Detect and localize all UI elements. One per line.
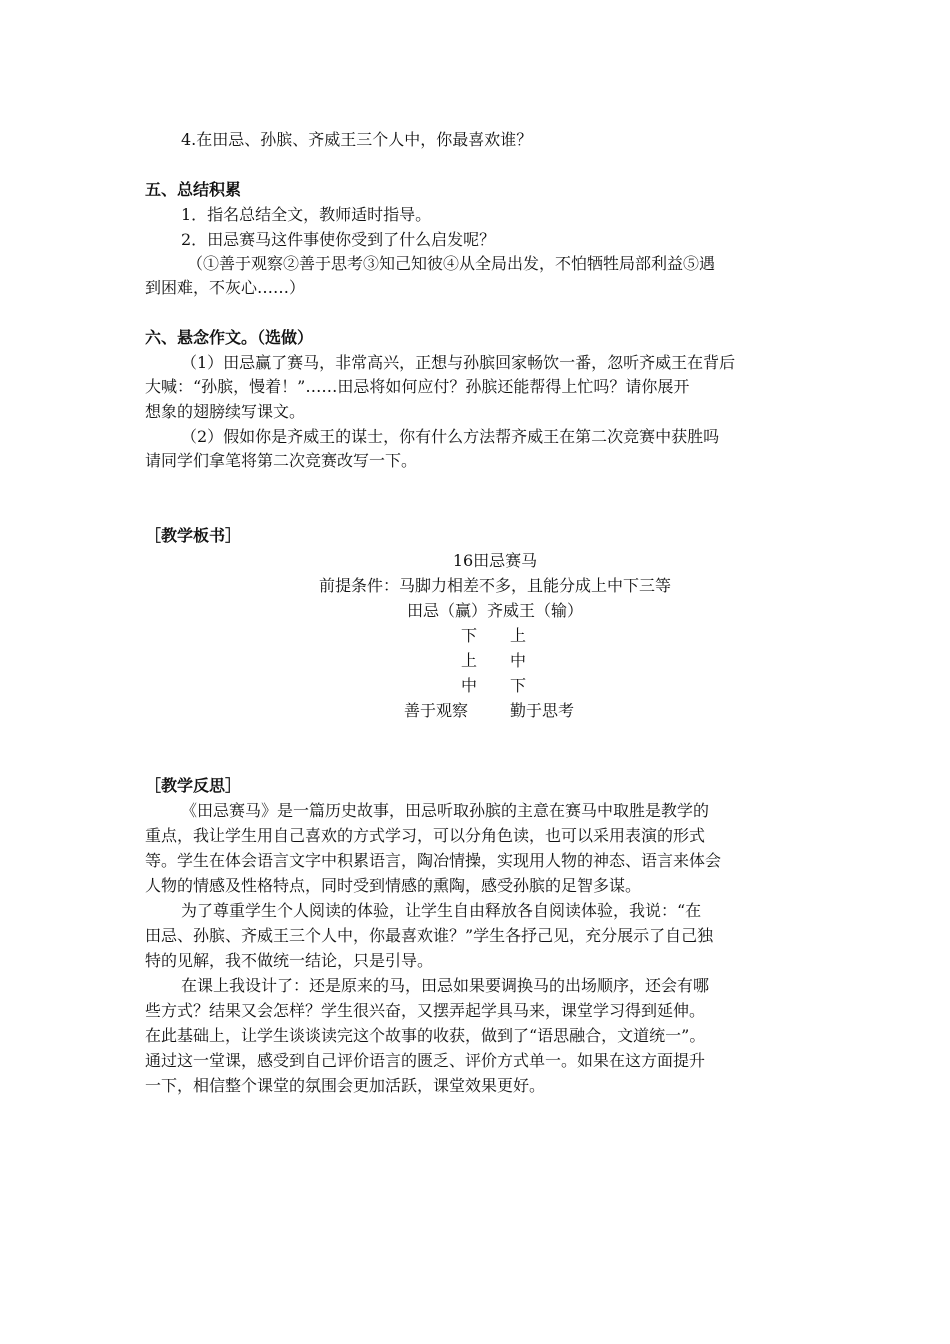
- summary-answers-line-2: 到困难，不灰心……）: [145, 278, 306, 297]
- board-title: 16田忌赛马: [452, 551, 538, 570]
- reflection-p3-line: 通过这一堂课，感受到自己评价语言的匮乏、评价方式单一。如果在这方面提升: [145, 1051, 706, 1070]
- writing-prompt-2-line-1: （2）假如你是齐威王的谋士，你有什么方法帮齐威王在第二次竞赛中获胜吗: [181, 427, 720, 446]
- writing-prompt-1-line-2: 大喊：“孙膑，慢着！”……田忌将如何应付？孙膑还能帮得上忙吗？请你展开: [145, 377, 690, 396]
- board-row-left: 上: [461, 651, 478, 670]
- board-row-left: 下: [461, 626, 478, 645]
- reflection-p1-line: 《田忌赛马》是一篇历史故事，田忌听取孙膑的主意在赛马中取胜是教学的: [181, 801, 710, 820]
- writing-prompt-2-line-2: 请同学们拿笔将第二次竞赛改写一下。: [145, 451, 418, 470]
- question-4: 4.在田忌、孙膑、齐威王三个人中，你最喜欢谁？: [181, 130, 533, 149]
- section-5-heading: 五、总结积累: [145, 180, 242, 199]
- board-row-right: 下: [510, 676, 527, 695]
- reflection-heading: ［教学反思］: [145, 776, 242, 795]
- writing-prompt-1-line-1: （1）田忌赢了赛马，非常高兴，正想与孙膑回家畅饮一番，忽听齐威王在背后: [181, 353, 736, 372]
- reflection-p2-line: 田忌、孙膑、齐威王三个人中，你最喜欢谁？”学生各抒己见，充分展示了自己独: [145, 926, 714, 945]
- reflection-p2-line: 为了尊重学生个人阅读的体验，让学生自由释放各自阅读体验，我说：“在: [181, 901, 702, 920]
- board-versus: 田忌（赢）齐威王（输）: [406, 601, 583, 620]
- reflection-p1-line: 重点，我让学生用自己喜欢的方式学习，可以分角色读，也可以采用表演的形式: [145, 826, 706, 845]
- reflection-p3-line: 些方式？结果又会怎样？学生很兴奋，又摆弄起学具马来，课堂学习得到延伸。: [145, 1001, 706, 1020]
- board-footer-left: 善于观察: [404, 701, 469, 720]
- section-6-heading: 六、悬念作文。（选做）: [145, 328, 314, 347]
- reflection-p3-line: 在课上我设计了：还是原来的马，田忌如果要调换马的出场顺序，还会有哪: [181, 976, 710, 995]
- summary-item-1: 1．指名总结全文，教师适时指导。: [181, 205, 432, 224]
- board-row-left: 中: [461, 676, 478, 695]
- board-row-right: 上: [510, 626, 527, 645]
- writing-prompt-1-line-3: 想象的翅膀续写课文。: [145, 402, 306, 421]
- reflection-p1-line: 等。学生在体会语言文字中积累语言，陶冶情操，实现用人物的神态、语言来体会: [145, 851, 722, 870]
- reflection-p3-line: 一下，相信整个课堂的氛围会更加活跃，课堂效果更好。: [145, 1076, 546, 1095]
- summary-answers-line-1: （①善于观察②善于思考③知己知彼④从全局出发，不怕牺牲局部利益⑤遇: [187, 254, 716, 273]
- board-heading: ［教学板书］: [145, 526, 242, 545]
- board-premise: 前提条件：马脚力相差不多，且能分成上中下三等: [318, 576, 671, 595]
- board-row-right: 中: [510, 651, 527, 670]
- reflection-p1-line: 人物的情感及性格特点，同时受到情感的熏陶，感受孙膑的足智多谋。: [145, 876, 642, 895]
- reflection-p2-line: 特的见解，我不做统一结论，只是引导。: [145, 951, 434, 970]
- board-footer-right: 勤于思考: [510, 701, 575, 720]
- summary-item-2: 2．田忌赛马这件事使你受到了什么启发呢？: [181, 230, 496, 249]
- reflection-p3-line: 在此基础上，让学生谈谈读完这个故事的收获，做到了“语思融合，文道统一”。: [145, 1026, 706, 1045]
